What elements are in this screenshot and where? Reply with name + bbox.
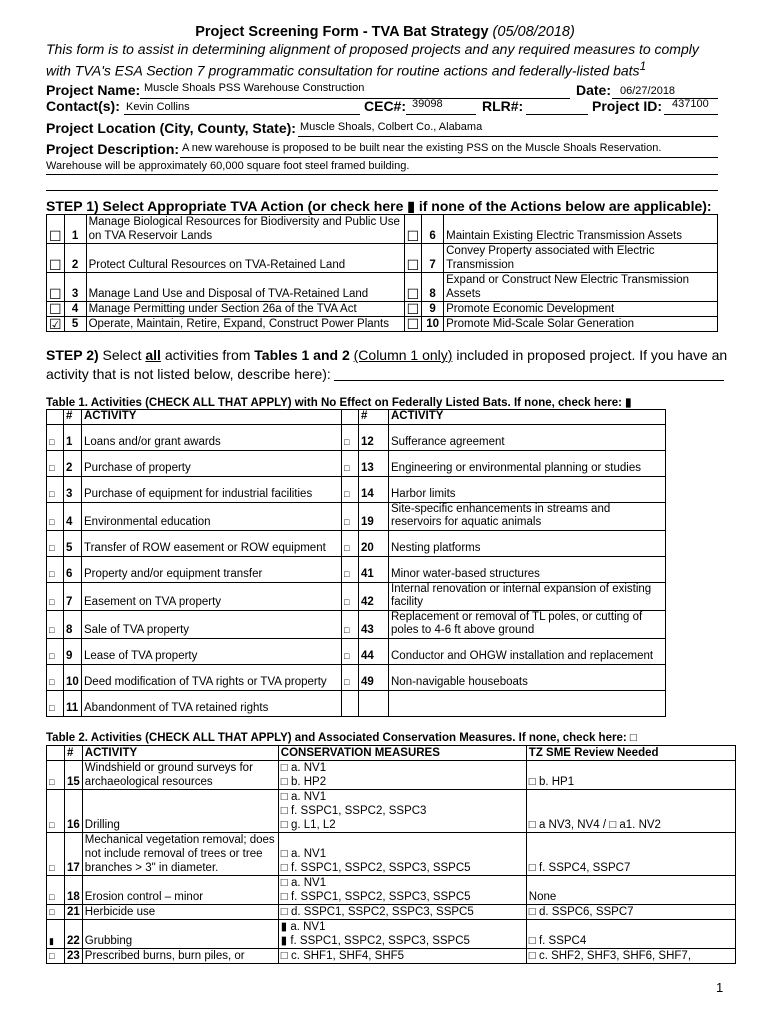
rlr-label: RLR#: — [482, 98, 524, 114]
table1-row — [47, 530, 666, 556]
project-id-field[interactable]: 437100 — [672, 98, 709, 110]
project-id-label: Project ID: — [592, 98, 663, 114]
activity-checkbox[interactable]: □ — [342, 638, 359, 664]
table1-row — [47, 664, 666, 690]
action-label: Manage Biological Resources for Biodiversity and Public Use on TVA Reservoir Lands — [86, 215, 404, 244]
measure-option[interactable]: ▮ a. NV1 — [280, 921, 326, 933]
location-label: Project Location (City, County, State): — [46, 120, 296, 136]
action-checkbox[interactable]: ☐ — [47, 244, 65, 273]
action-checkbox[interactable]: ☐ — [404, 273, 422, 302]
tz-review[interactable]: None — [526, 876, 735, 905]
activity-checkbox[interactable]: □ — [47, 905, 65, 920]
activity-checkbox[interactable]: □ — [47, 664, 64, 690]
activity-number: 49 — [359, 664, 389, 690]
activity-label: Purchase of property — [82, 450, 342, 476]
activity-label: Windshield or ground surveys for archaeological resources — [82, 761, 278, 790]
action-label: Convey Property associated with Electric Transmission — [444, 244, 718, 273]
action-number: 3 — [64, 273, 86, 302]
table2-header-row — [47, 746, 736, 761]
measure-option[interactable]: □ a. NV1 — [280, 848, 327, 860]
step1-row — [47, 244, 718, 273]
activity-checkbox[interactable]: □ — [47, 790, 65, 833]
action-number: 7 — [422, 244, 444, 273]
activity-checkbox[interactable]: □ — [47, 582, 64, 610]
activity-label — [389, 690, 666, 716]
activity-number: 20 — [359, 530, 389, 556]
activity-checkbox[interactable]: □ — [342, 582, 359, 610]
activity-checkbox[interactable]: □ — [47, 450, 64, 476]
table1-row — [47, 450, 666, 476]
step1-row — [47, 273, 718, 302]
activity-label: Mechanical vegetation removal; does not include removal of trees or tree branches > 3" in diameter. — [82, 833, 278, 876]
conservation-measures[interactable] — [278, 949, 526, 964]
activity-label: Sufferance agreement — [389, 424, 666, 450]
measure-option[interactable]: □ a. NV1 — [280, 791, 327, 803]
activity-label: Conductor and OHGW installation and replacement — [389, 638, 666, 664]
activity-label: Environmental education — [82, 502, 342, 530]
step1-row — [47, 215, 718, 244]
cec-field[interactable]: 39098 — [412, 98, 443, 110]
activity-checkbox[interactable]: □ — [342, 476, 359, 502]
activity-checkbox[interactable]: □ — [342, 610, 359, 638]
step1-row — [47, 302, 718, 317]
activity-label: Purchase of equipment for industrial facilities — [82, 476, 342, 502]
activity-checkbox[interactable]: □ — [47, 502, 64, 530]
tz-review[interactable]: □ b. HP1 — [526, 761, 735, 790]
table1-row — [47, 556, 666, 582]
step1-heading: STEP 1) Select Appropriate TVA Action (or check here ▮ if none of the Actions below are applicable): — [46, 198, 712, 214]
activity-checkbox — [342, 690, 359, 716]
activity-checkbox[interactable]: □ — [47, 556, 64, 582]
activity-label: Deed modification of TVA rights or TVA property — [82, 664, 342, 690]
measure-option[interactable]: □ d. SSPC1, SSPC2, SSPC3, SSPC5 — [280, 906, 474, 918]
activity-number: 21 — [65, 905, 83, 920]
activity-checkbox[interactable]: □ — [47, 876, 65, 905]
description-line-3-row — [46, 178, 718, 192]
activity-number: 4 — [64, 502, 82, 530]
activity-label: Prescribed burns, burn piles, or — [82, 949, 278, 964]
activity-checkbox[interactable]: □ — [342, 664, 359, 690]
action-checkbox[interactable]: ☐ — [47, 302, 65, 317]
activity-number: 8 — [64, 610, 82, 638]
action-checkbox[interactable]: ☐ — [404, 317, 422, 332]
activity-label: Engineering or environmental planning or studies — [389, 450, 666, 476]
action-checkbox[interactable]: ☐ — [404, 215, 422, 244]
activity-checkbox[interactable]: □ — [47, 476, 64, 502]
activity-number — [359, 690, 389, 716]
step2-line-1: STEP 2) Select all activities from Tables 1 and 2 (Column 1 only) included in proposed project. If you have an — [46, 347, 728, 363]
footnote-marker: 1 — [639, 60, 647, 73]
action-number: 5 — [64, 317, 86, 332]
description-field-line-1[interactable]: A new warehouse is proposed to be built near the existing PSS on the Muscle Shoals Reservation. — [182, 142, 662, 154]
action-number: 10 — [422, 317, 444, 332]
activity-label: Erosion control – minor — [82, 876, 278, 905]
step1-actions-table — [46, 214, 718, 332]
header-conservation-measures: CONSERVATION MEASURES — [278, 746, 526, 761]
activity-number: 16 — [65, 790, 83, 833]
contacts-field[interactable]: Kevin Collins — [126, 101, 190, 113]
header-tz-review: TZ SME Review Needed — [526, 746, 735, 761]
measure-option[interactable]: □ c. SHF1, SHF4, SHF5 — [280, 950, 405, 962]
activity-checkbox[interactable]: □ — [47, 638, 64, 664]
location-row — [46, 120, 726, 140]
header-activity: ACTIVITY — [82, 746, 278, 761]
header-num: # — [64, 410, 82, 425]
contacts-row — [46, 98, 726, 118]
header-activity: ACTIVITY — [82, 410, 342, 425]
table2-caption: Table 2. Activities (CHECK ALL THAT APPLY) and Associated Conservation Measures. If none, check here: □ — [46, 732, 637, 744]
action-checkbox[interactable]: ☐ — [47, 215, 65, 244]
measure-option[interactable]: □ b. HP2 — [280, 776, 327, 788]
activity-label: Lease of TVA property — [82, 638, 342, 664]
header-activity: ACTIVITY — [389, 410, 666, 425]
activity-checkbox[interactable]: □ — [47, 530, 64, 556]
intro-text — [46, 41, 736, 80]
conservation-measures[interactable] — [278, 876, 526, 905]
activity-number: 1 — [64, 424, 82, 450]
tz-review[interactable]: □ a NV3, NV4 / □ a1. NV2 — [526, 790, 735, 833]
table2-row — [47, 790, 736, 833]
table2-row — [47, 833, 736, 876]
header-blank — [47, 410, 64, 425]
table2-row — [47, 949, 736, 964]
activity-number: 19 — [359, 502, 389, 530]
activity-label: Transfer of ROW easement or ROW equipment — [82, 530, 342, 556]
activity-number: 2 — [64, 450, 82, 476]
activity-label: Loans and/or grant awards — [82, 424, 342, 450]
project-name-field[interactable]: Muscle Shoals PSS Warehouse Construction — [144, 82, 365, 94]
measure-option[interactable]: □ f. SSPC1, SSPC2, SSPC3, SSPC5 — [280, 891, 471, 903]
activity-checkbox[interactable]: □ — [47, 610, 64, 638]
activity-label: Abandonment of TVA retained rights — [82, 690, 342, 716]
activity-label: Sale of TVA property — [82, 610, 342, 638]
location-field[interactable]: Muscle Shoals, Colbert Co., Alabama — [300, 121, 483, 133]
activity-number: 6 — [64, 556, 82, 582]
activity-number: 7 — [64, 582, 82, 610]
header-blank — [342, 410, 359, 425]
action-number: 4 — [64, 302, 86, 317]
action-number: 8 — [422, 273, 444, 302]
measure-option[interactable]: □ f. SSPC1, SSPC2, SSPC3, SSPC5 — [280, 862, 471, 874]
activity-checkbox[interactable]: □ — [342, 424, 359, 450]
action-label: Protect Cultural Resources on TVA-Retained Land — [86, 244, 404, 273]
activity-number: 9 — [64, 638, 82, 664]
conservation-measures[interactable] — [278, 761, 526, 790]
activity-checkbox[interactable]: ▮ — [47, 920, 65, 949]
action-checkbox[interactable]: ☐ — [47, 273, 65, 302]
date-field[interactable]: 06/27/2018 — [620, 85, 676, 97]
activity-label: Non-navigable houseboats — [389, 664, 666, 690]
description-line-2-row — [46, 158, 718, 176]
table1-row — [47, 424, 666, 450]
activity-number: 41 — [359, 556, 389, 582]
activity-checkbox[interactable]: □ — [47, 424, 64, 450]
action-label: Operate, Maintain, Retire, Expand, Construct Power Plants — [86, 317, 404, 332]
contacts-label: Contact(s): — [46, 98, 120, 114]
action-checkbox[interactable]: ☐ — [404, 302, 422, 317]
header-blank — [47, 746, 65, 761]
activity-checkbox[interactable]: □ — [47, 761, 65, 790]
activity-number: 11 — [64, 690, 82, 716]
measure-option[interactable]: ▮ f. SSPC1, SSPC2, SSPC3, SSPC5 — [280, 935, 470, 947]
form-title — [0, 24, 770, 40]
activity-label: Easement on TVA property — [82, 582, 342, 610]
action-number: 6 — [422, 215, 444, 244]
activity-label: Site-specific enhancements in streams and reservoirs for aquatic animals — [389, 502, 666, 530]
table1-row — [47, 476, 666, 502]
step2-line-2: activity that is not listed below, describe here): — [46, 365, 736, 384]
activity-checkbox[interactable]: □ — [342, 556, 359, 582]
action-label: Promote Mid-Scale Solar Generation — [444, 317, 718, 332]
activity-checkbox[interactable]: □ — [342, 530, 359, 556]
activity-number: 15 — [65, 761, 83, 790]
action-label: Manage Permitting under Section 26a of the TVA Act — [86, 302, 404, 317]
conservation-measures[interactable] — [278, 790, 526, 833]
form-version-date: (05/08/2018) — [492, 24, 575, 40]
action-label: Promote Economic Development — [444, 302, 718, 317]
activity-label: Drilling — [82, 790, 278, 833]
activity-number: 44 — [359, 638, 389, 664]
tz-review[interactable]: □ c. SHF2, SHF3, SHF6, SHF7, — [526, 949, 735, 964]
table1-row — [47, 610, 666, 638]
activity-label: Internal renovation or internal expansion of existing facility — [389, 582, 666, 610]
activity-label: Replacement or removal of TL poles, or cutting of poles to 4-6 ft above ground — [389, 610, 666, 638]
activity-number: 12 — [359, 424, 389, 450]
activity-number: 18 — [65, 876, 83, 905]
step1-row — [47, 317, 718, 332]
table1-row — [47, 502, 666, 530]
action-label: Manage Land Use and Disposal of TVA-Retained Land — [86, 273, 404, 302]
tz-review[interactable]: □ f. SSPC4 — [526, 920, 735, 949]
activity-checkbox[interactable]: □ — [342, 450, 359, 476]
conservation-measures[interactable] — [278, 833, 526, 876]
activity-number: 17 — [65, 833, 83, 876]
action-number: 1 — [64, 215, 86, 244]
activity-checkbox[interactable]: □ — [342, 502, 359, 530]
table1-row — [47, 638, 666, 664]
table2 — [46, 745, 736, 964]
table1-caption: Table 1. Activities (CHECK ALL THAT APPLY) with No Effect on Federally Listed Bats. If none, check here: ▮ — [46, 397, 632, 409]
measure-option[interactable]: □ a. NV1 — [280, 762, 327, 774]
activity-number: 23 — [65, 949, 83, 964]
activity-label: Nesting platforms — [389, 530, 666, 556]
activity-label: Harbor limits — [389, 476, 666, 502]
description-label: Project Description: — [46, 141, 180, 157]
cec-label: CEC#: — [364, 98, 407, 114]
action-number: 9 — [422, 302, 444, 317]
title-text: Project Screening Form - TVA Bat Strategy — [195, 24, 489, 40]
activity-number: 3 — [64, 476, 82, 502]
page-number: 1 — [716, 980, 724, 995]
tz-review[interactable]: □ f. SSPC4, SSPC7 — [526, 833, 735, 876]
conservation-measures[interactable] — [278, 905, 526, 920]
measure-option[interactable]: □ g. L1, L2 — [280, 819, 336, 831]
header-num: # — [65, 746, 83, 761]
measure-option[interactable]: □ f. SSPC1, SSPC2, SSPC3 — [280, 805, 427, 817]
activity-number: 43 — [359, 610, 389, 638]
intro-line-1: This form is to assist in determining alignment of proposed projects and any required measures to comply — [46, 41, 699, 57]
step2-describe-field[interactable] — [334, 380, 724, 381]
action-checkbox[interactable]: ☐ — [404, 244, 422, 273]
table1-row — [47, 690, 666, 716]
date-label: Date: — [576, 82, 612, 98]
action-checkbox[interactable]: ☑ — [47, 317, 65, 332]
measure-option[interactable]: □ a. NV1 — [280, 877, 327, 889]
action-label: Expand or Construct New Electric Transmission Assets — [444, 273, 718, 302]
activity-number: 5 — [64, 530, 82, 556]
activity-number: 13 — [359, 450, 389, 476]
project-name-label: Project Name: — [46, 82, 141, 98]
tz-review[interactable]: □ d. SSPC6, SSPC7 — [526, 905, 735, 920]
table1-header-row — [47, 410, 666, 425]
table2-row — [47, 761, 736, 790]
activity-number: 14 — [359, 476, 389, 502]
description-field-line-2[interactable]: Warehouse will be approximately 60,000 square foot steel framed building. — [46, 160, 410, 172]
activity-label: Property and/or equipment transfer — [82, 556, 342, 582]
table2-row — [47, 905, 736, 920]
conservation-measures[interactable] — [278, 920, 526, 949]
activity-checkbox[interactable]: □ — [47, 949, 65, 964]
action-number: 2 — [64, 244, 86, 273]
activity-label: Minor water-based structures — [389, 556, 666, 582]
table2-row — [47, 920, 736, 949]
activity-number: 22 — [65, 920, 83, 949]
action-label: Maintain Existing Electric Transmission Assets — [444, 215, 718, 244]
table1-row — [47, 582, 666, 610]
activity-checkbox[interactable]: □ — [47, 690, 64, 716]
activity-number: 42 — [359, 582, 389, 610]
header-num: # — [359, 410, 389, 425]
table1 — [46, 409, 666, 717]
intro-line-2: with TVA's ESA Section 7 programmatic consultation for routine actions and federally-listed bats$^1$ — [46, 60, 647, 79]
table2-row — [47, 876, 736, 905]
activity-checkbox[interactable]: □ — [47, 833, 65, 876]
activity-label: Herbicide use — [82, 905, 278, 920]
activity-label: Grubbing — [82, 920, 278, 949]
activity-number: 10 — [64, 664, 82, 690]
step2-instructions — [46, 346, 736, 384]
